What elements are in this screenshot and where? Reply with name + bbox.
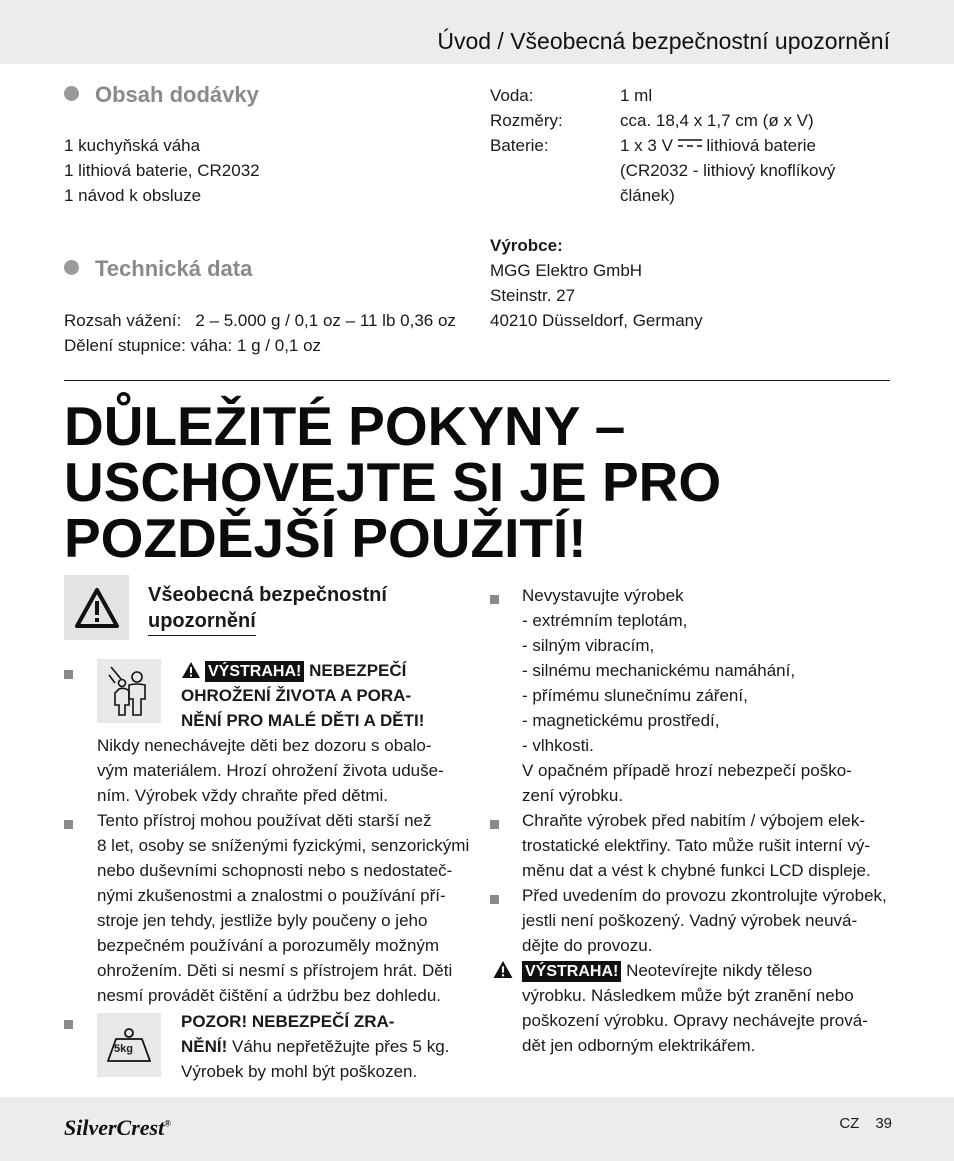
paragraph-line: - přímému slunečnímu záření, bbox=[522, 686, 748, 705]
child-warning-title: NĚNÍ PRO MALÉ DĚTI A DĚTI! bbox=[181, 711, 425, 730]
paragraph-line: dět jen odborným elektrikářem. bbox=[522, 1036, 756, 1055]
overload-warning-title: POZOR! NEBEZPEČÍ ZRA- bbox=[181, 1012, 395, 1031]
contents-item: 1 návod k obsluze bbox=[64, 186, 202, 205]
contents-item: 1 lithiová baterie, CR2032 bbox=[64, 161, 260, 180]
scale-division: Dělení stupnice: váha: 1 g / 0,1 oz bbox=[64, 336, 322, 355]
weight-icon: 5kg bbox=[97, 1013, 161, 1077]
overload-warning-text: Výrobek by mohl být poškozen. bbox=[181, 1062, 418, 1081]
paragraph-line: vým materiálem. Hrozí ohrožení života uduše- bbox=[97, 761, 444, 780]
paragraph-line: ním. Výrobek vždy chraňte před dětmi. bbox=[97, 786, 389, 805]
spec-dims-value: cca. 18,4 x 1,7 cm (ø x V) bbox=[620, 111, 814, 130]
paragraph-line: - magnetickému prostředí, bbox=[522, 711, 720, 730]
housing-warning: VÝSTRAHA! Neotevírejte nikdy těleso bbox=[522, 958, 812, 983]
paragraph-line: výrobku. Následkem může být zranění nebo bbox=[522, 986, 854, 1005]
spec-water-label: Voda: bbox=[490, 86, 534, 105]
paragraph-line: stroje jen tehdy, jestliže byly poučeny o jeho bbox=[97, 911, 428, 930]
manufacturer-line: Steinstr. 27 bbox=[490, 286, 576, 305]
paragraph-line: Chraňte výrobek před nabitím / výbojem elek- bbox=[522, 811, 865, 830]
paragraph-line: nými zkušenostmi a znalostmi o používání pří- bbox=[97, 886, 446, 905]
footer-bar bbox=[0, 1097, 954, 1161]
brand-logo: SilverCrest® bbox=[64, 1115, 171, 1140]
paragraph-line: - silným vibracím, bbox=[522, 636, 655, 655]
warning-triangle-icon bbox=[181, 661, 201, 679]
page-info bbox=[839, 1115, 892, 1132]
paragraph-line: ohrožením. Děti si nesmí s přístrojem hrát. Děti bbox=[97, 961, 453, 980]
paragraph-line: Nikdy nenechávejte děti bez dozoru s obalo- bbox=[97, 736, 432, 755]
paragraph-line: bezpečném používání a porozuměly možným bbox=[97, 936, 440, 955]
paragraph-line: - extrémním teplotám, bbox=[522, 611, 688, 630]
page-number: 39 bbox=[875, 1115, 892, 1132]
bullet-icon bbox=[490, 895, 499, 904]
safety-heading: Všeobecná bezpečnostní upozornění bbox=[148, 582, 387, 634]
spec-battery-value: článek) bbox=[620, 186, 675, 205]
manufacturer-label: Výrobce: bbox=[490, 236, 563, 255]
bullet-icon bbox=[490, 595, 499, 604]
divider bbox=[64, 380, 890, 381]
child-warning-title: VÝSTRAHA! NEBEZPEČÍ bbox=[181, 658, 406, 683]
bullet-icon bbox=[64, 86, 79, 101]
paragraph-line: dějte do provozu. bbox=[522, 936, 653, 955]
paragraph-line: V opačném případě hrozí nebezpečí poško- bbox=[522, 761, 852, 780]
paragraph-line: - silnému mechanickému namáhání, bbox=[522, 661, 796, 680]
paragraph-line: poškození výrobku. Opravy nechávejte prová- bbox=[522, 1011, 868, 1030]
spec-water-value: 1 ml bbox=[620, 86, 653, 105]
weighing-range: Rozsah vážení: 2 – 5.000 g / 0,1 oz – 11 lb 0,36 oz bbox=[64, 311, 456, 330]
paragraph-line: Před uvedením do provozu zkontrolujte výrobek, bbox=[522, 886, 887, 905]
contents-item: 1 kuchyňská váha bbox=[64, 136, 201, 155]
technical-heading: Technická data bbox=[64, 256, 252, 282]
overload-warning-text: NĚNÍ! Váhu nepřetěžujte přes 5 kg. bbox=[181, 1037, 450, 1056]
spec-dims-label: Rozměry: bbox=[490, 111, 563, 130]
paragraph-line: trostatické elektřiny. Tato může rušit interní vý- bbox=[522, 836, 870, 855]
child-warning-title: OHROŽENÍ ŽIVOTA A PORA- bbox=[181, 686, 412, 705]
warning-icon bbox=[64, 575, 129, 640]
manufacturer-line: MGG Elektro GmbH bbox=[490, 261, 643, 280]
language-code: CZ bbox=[839, 1115, 860, 1132]
main-heading: DŮLEŽITÉ POKYNY – USCHOVEJTE SI JE PRO POZDĚJŠÍ POUŽITÍ! bbox=[64, 395, 722, 569]
bullet-icon bbox=[490, 820, 499, 829]
bullet-icon bbox=[64, 670, 73, 679]
dc-symbol-icon bbox=[678, 138, 702, 148]
header-bar bbox=[0, 0, 954, 64]
child-warning-icon bbox=[97, 659, 161, 723]
spec-battery-value: 1 x 3 V lithiová baterie bbox=[620, 136, 817, 155]
page-title: Úvod / Všeobecná bezpečnostní upozornění bbox=[437, 28, 890, 54]
warning-triangle-icon bbox=[492, 960, 514, 979]
paragraph-line: měnu dat a vést k chybné funkci LCD displeje. bbox=[522, 861, 871, 880]
bullet-icon bbox=[64, 820, 73, 829]
spec-battery-value: (CR2032 - lithiový knoflíkový bbox=[620, 161, 836, 180]
contents-heading: Obsah dodávky bbox=[64, 82, 259, 108]
manufacturer-line: 40210 Düsseldorf, Germany bbox=[490, 311, 703, 330]
paragraph-line: Tento přístroj mohou používat děti starší než bbox=[97, 811, 432, 830]
paragraph-line: - vlhkosti. bbox=[522, 736, 594, 755]
paragraph-line: nesmí provádět čištění a údržbu bez dohledu. bbox=[97, 986, 441, 1005]
paragraph-line: nebo duševními schopnosti nebo s nedostateč- bbox=[97, 861, 453, 880]
paragraph-line: Nevystavujte výrobek bbox=[522, 586, 684, 605]
paragraph-line: jestli není poškozený. Vadný výrobek neuvá- bbox=[522, 911, 858, 930]
spec-battery-label: Baterie: bbox=[490, 136, 549, 155]
bullet-icon bbox=[64, 260, 79, 275]
paragraph-line: zení výrobku. bbox=[522, 786, 624, 805]
paragraph-line: 8 let, osoby se sníženými fyzickými, senzorickými bbox=[97, 836, 470, 855]
bullet-icon bbox=[64, 1020, 73, 1029]
